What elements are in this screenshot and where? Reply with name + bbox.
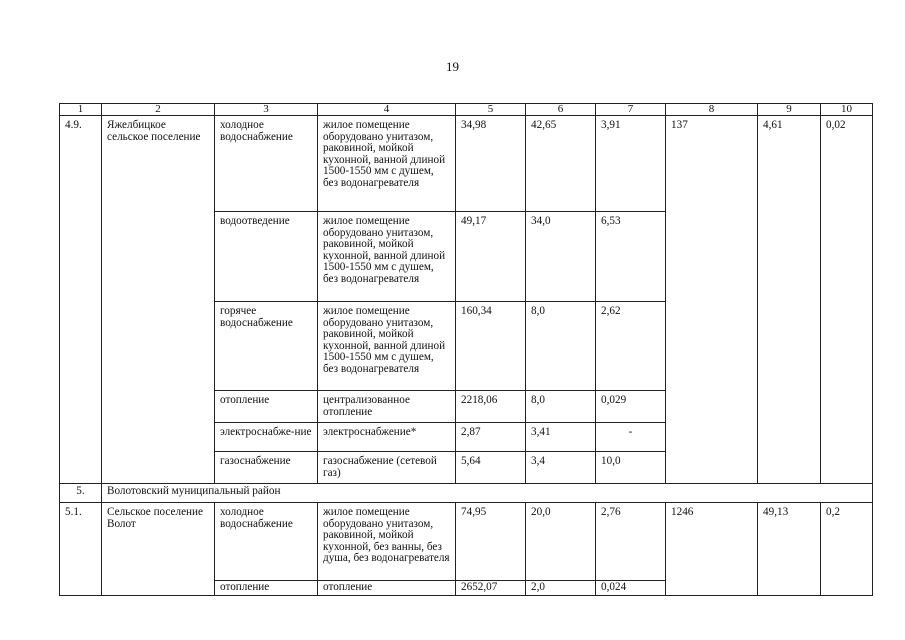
value-col6: 3,4 [526,452,596,484]
value-col6: 8,0 [526,302,596,391]
service-description: газоснабжение (сетевой газ) [318,452,456,484]
value-col7: 3,91 [596,116,666,212]
header-cell: 2 [102,104,215,116]
value-col7: - [596,423,666,452]
value-col5: 49,17 [456,212,526,302]
service-name: газоснабжение [215,452,318,484]
section-title: Волотовский муниципальный район [102,484,873,503]
value-col7: 10,0 [596,452,666,484]
value-col7: 0,029 [596,391,666,423]
value-col6: 2,0 [526,581,596,596]
header-cell: 3 [215,104,318,116]
settlement-name: Сельское поселение Волот [102,503,215,596]
section-row [60,484,873,503]
value-col8: 137 [666,116,758,484]
header-cell: 5 [456,104,526,116]
service-name: отопление [215,581,318,596]
header-cell: 4 [318,104,456,116]
table-row [60,503,873,581]
service-name: водоотведение [215,212,318,302]
value-col6: 34,0 [526,212,596,302]
value-col5: 34,98 [456,116,526,212]
header-cell: 8 [666,104,758,116]
value-col5: 5,64 [456,452,526,484]
header-cell: 1 [60,104,102,116]
value-col5: 2,87 [456,423,526,452]
value-col5: 160,34 [456,302,526,391]
row-number: 5.1. [60,503,102,596]
service-description: жилое помещение оборудовано унитазом, раковиной, мойкой кухонной, без ванны, без душа, без водонагревателя [318,503,456,581]
value-col10: 0,2 [821,503,873,596]
row-number: 4.9. [60,116,102,484]
value-col8: 1246 [666,503,758,596]
service-description: жилое помещение оборудовано унитазом, раковиной, мойкой кухонной, ванной длиной 1500-1550 мм с душем, без водонагревателя [318,116,456,212]
value-col6: 8,0 [526,391,596,423]
value-col9: 49,13 [758,503,821,596]
value-col5: 74,95 [456,503,526,581]
value-col7: 6,53 [596,212,666,302]
service-description: централизованное отопление [318,391,456,423]
header-cell: 10 [821,104,873,116]
service-name: холодное водоснабжение [215,116,318,212]
value-col5: 2218,06 [456,391,526,423]
value-col6: 3,41 [526,423,596,452]
settlement-name: Яжелбицкое сельское поселение [102,116,215,484]
service-description: жилое помещение оборудовано унитазом, раковиной, мойкой кухонной, ванной длиной 1500-1550 мм с душем, без водонагревателя [318,302,456,391]
service-description: отопление [318,581,456,596]
header-row [60,104,873,116]
header-cell: 6 [526,104,596,116]
service-name: электроснабже-ние [215,423,318,452]
value-col6: 42,65 [526,116,596,212]
value-col9: 4,61 [758,116,821,484]
value-col7: 0,024 [596,581,666,596]
value-col10: 0,02 [821,116,873,484]
page-number: 19 [446,59,459,74]
service-description: жилое помещение оборудовано унитазом, раковиной, мойкой кухонной, ванной длиной 1500-1550 мм с душем, без водонагревателя [318,212,456,302]
table-row [60,116,873,212]
service-name: холодное водоснабжение [215,503,318,581]
tariff-table [59,103,873,596]
service-name: отопление [215,391,318,423]
value-col7: 2,62 [596,302,666,391]
service-description: электроснабжение* [318,423,456,452]
header-cell: 7 [596,104,666,116]
header-cell: 9 [758,104,821,116]
row-number: 5. [60,484,102,503]
value-col5: 2652,07 [456,581,526,596]
service-name: горячее водоснабжение [215,302,318,391]
value-col7: 2,76 [596,503,666,581]
value-col6: 20,0 [526,503,596,581]
